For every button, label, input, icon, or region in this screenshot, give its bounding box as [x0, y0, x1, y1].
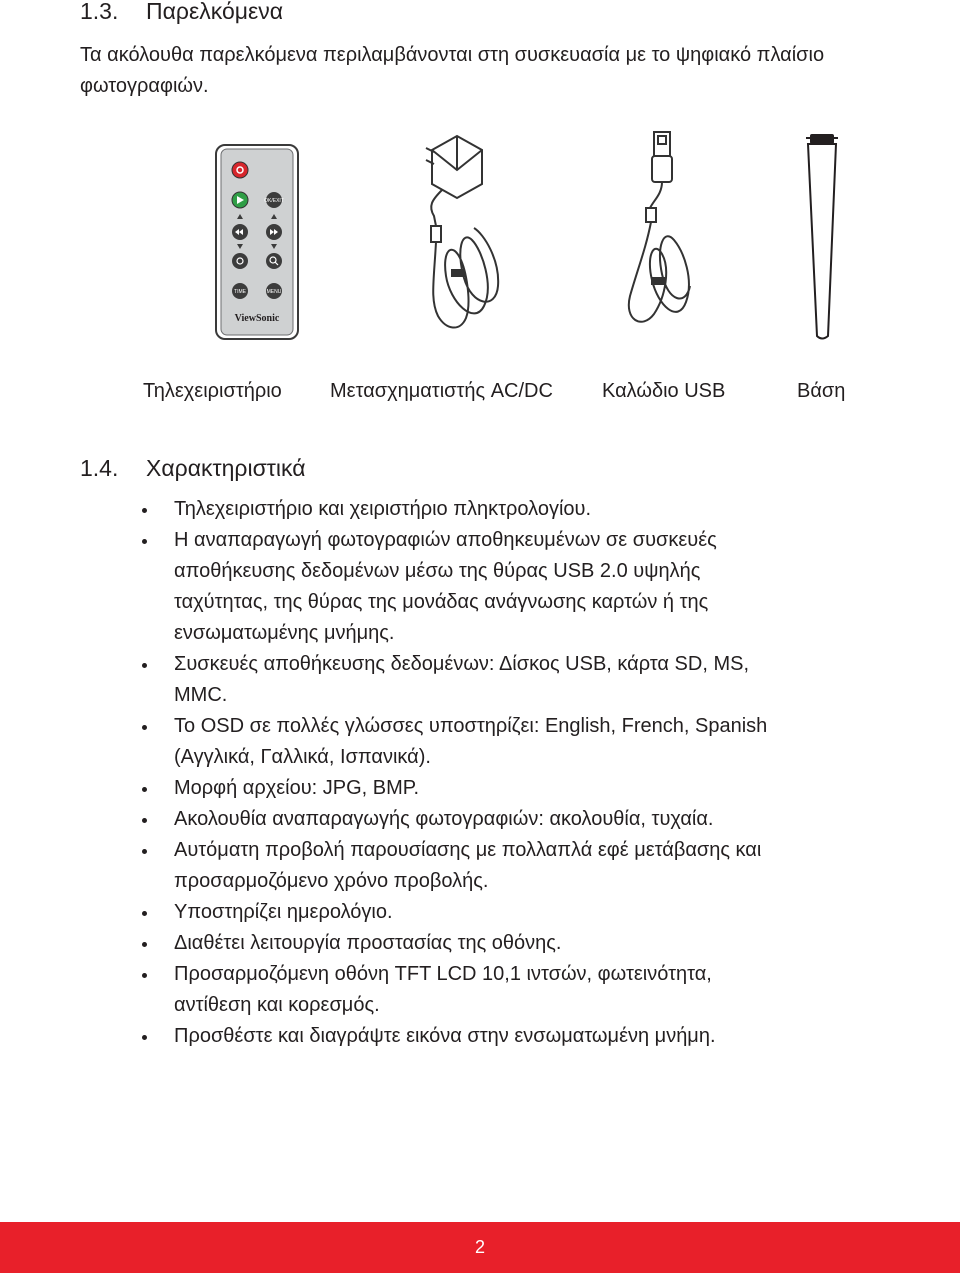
feature-item: Το OSD σε πολλές γλώσσες υποστηρίζει: English, French, Spanish (Αγγλικά, Γαλλικά, Ισπανικά). [142, 711, 792, 773]
remote-control-icon [212, 143, 302, 348]
caption-adapter: Μετασχηματιστής AC/DC [330, 380, 553, 402]
section-title: Παρελκόμενα [146, 0, 284, 24]
feature-item: Η αναπαραγωγή φωτογραφιών αποθηκευμένων σε συσκευές αποθήκευσης δεδομένων μέσω της θύρας USB 2.0 υψηλής ταχύτητας, της θύρας της μονάδας ανάγνωσης καρτών ή της ενσωματωμένης μνήμης. [142, 525, 792, 649]
menu-label: MENU [266, 289, 282, 295]
ac-adapter-icon [412, 130, 522, 355]
feature-item: Μορφή αρχείου: JPG, BMP. [142, 773, 792, 804]
usb-cable-icon [612, 128, 702, 353]
feature-item: Ακολουθία αναπαραγωγής φωτογραφιών: ακολουθία, τυχαία. [142, 804, 792, 835]
feature-item: Αυτόματη προβολή παρουσίασης με πολλαπλά εφέ μετάβασης και προσαρμοζόμενο χρόνο προβολής. [142, 835, 792, 897]
page-number: 2 [474, 1237, 485, 1257]
caption-usb: Καλώδιο USB [602, 380, 726, 402]
accessories-intro: Τα ακόλουθα παρελκόμενα περιλαμβάνονται στη συσκευασία με το ψηφιακό πλαίσιο φωτογραφιών. [80, 44, 825, 97]
section-heading-accessories [80, 0, 283, 25]
brand-logo: ViewSonic [234, 313, 280, 324]
section-title: Χαρακτηριστικά [146, 455, 306, 481]
stand-icon [796, 130, 856, 347]
caption-remote: Τηλεχειριστήριο [143, 380, 282, 402]
feature-item: Προσαρμοζόμενη οθόνη TFT LCD 10,1 ιντσών, φωτεινότητα, αντίθεση και κορεσμός. [142, 959, 792, 1021]
section-heading-features [80, 455, 306, 482]
feature-item: Διαθέτει λειτουργία προστασίας της οθόνης. [142, 928, 792, 959]
section-number: 1.4. [80, 455, 119, 481]
feature-item: Συσκευές αποθήκευσης δεδομένων: Δίσκος USB, κάρτα SD, MS, MMC. [142, 649, 792, 711]
section-number: 1.3. [80, 0, 119, 24]
feature-item: Υποστηρίζει ημερολόγιο. [142, 897, 792, 928]
ok-exit-label: OK/EXIT [264, 198, 284, 204]
time-label: TIME [234, 289, 246, 295]
page-footer [0, 1222, 960, 1273]
feature-item: Τηλεχειριστήριο και χειριστήριο πληκτρολογίου. [142, 494, 792, 525]
feature-item: Προσθέστε και διαγράψτε εικόνα στην ενσωματωμένη μνήμη. [142, 1021, 792, 1052]
features-list [142, 494, 792, 1052]
caption-stand: Βάση [797, 380, 846, 402]
